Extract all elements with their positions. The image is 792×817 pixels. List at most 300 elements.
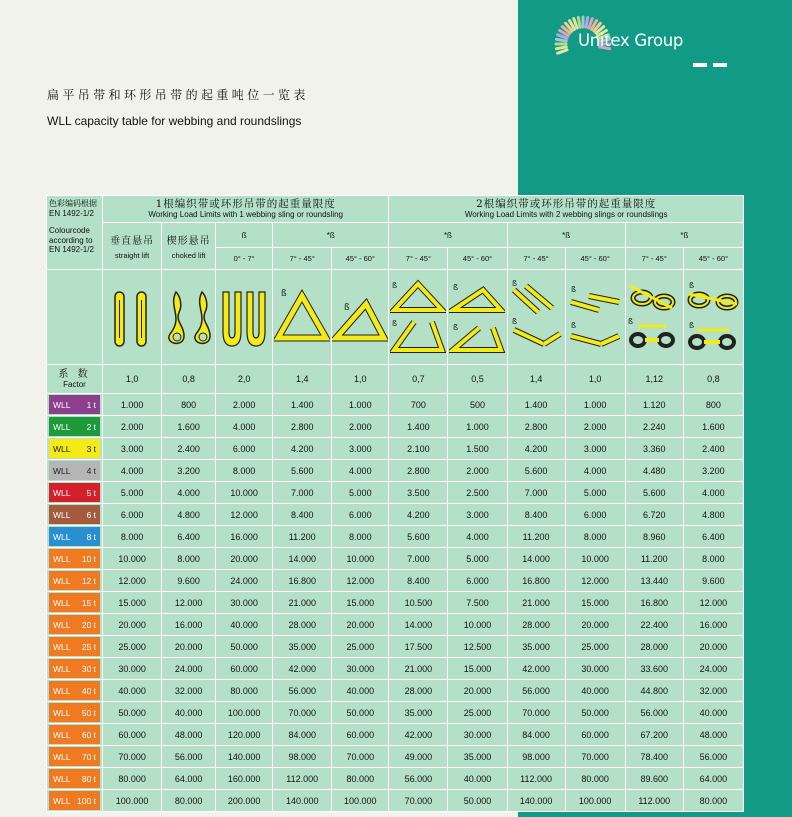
wll-value-cell: 35.000	[273, 636, 332, 658]
choked-lift-header	[162, 223, 216, 270]
wll-colour-swatch	[49, 439, 100, 458]
wll-row	[47, 680, 744, 702]
wll-row	[47, 548, 744, 570]
wll-label: WLL	[53, 421, 71, 432]
wll-value-cell: 25.000	[448, 702, 507, 724]
wll-row	[47, 724, 744, 746]
wll-value-cell: 140.000	[216, 746, 273, 768]
wll-value-cell: 7.500	[448, 592, 507, 614]
wll-colour-swatch	[49, 659, 100, 678]
wll-colour-cell	[47, 460, 103, 482]
wll-label: WLL	[53, 685, 71, 696]
wll-row	[47, 570, 744, 592]
two-leg-sling-icon	[508, 278, 564, 356]
wll-value-cell: 56.000	[273, 680, 332, 702]
wll-value-cell: 70.000	[565, 746, 625, 768]
straight-lift-illustration	[103, 270, 162, 365]
wll-label: WLL	[53, 531, 71, 542]
group2-en: Working Load Limits with 2 webbing slings or roundslings	[464, 210, 668, 219]
two-sling-basket-illustration-1	[389, 270, 448, 365]
wll-value-cell: 89.600	[625, 768, 683, 790]
wll-value-cell: 60.000	[103, 724, 162, 746]
factor-value: 2,0	[216, 365, 273, 394]
angle-header: 7° - 45°	[389, 248, 448, 270]
logo-ray	[558, 50, 567, 53]
choked-lift-icon	[164, 282, 214, 352]
factor-value: 1,0	[103, 365, 162, 394]
wll-value-cell: 140.000	[507, 790, 565, 812]
factor-value: 1,4	[273, 365, 332, 394]
straight-en: straight lift	[114, 251, 150, 260]
wll-value-cell: 80.000	[683, 790, 743, 812]
wll-value-cell: 160.000	[216, 768, 273, 790]
wll-row	[47, 636, 744, 658]
wll-value-cell: 30.000	[448, 724, 507, 746]
wll-value-cell: 6.000	[332, 504, 389, 526]
wll-value-cell: 28.000	[389, 680, 448, 702]
wll-value-cell: 8.400	[507, 504, 565, 526]
wll-value-cell: 2.500	[448, 482, 507, 504]
angle-header: 0° - 7°	[216, 248, 273, 270]
wll-colour-cell	[47, 724, 103, 746]
wll-colour-cell	[47, 790, 103, 812]
wll-value-cell: 40.000	[162, 702, 216, 724]
wll-value-cell: 80.000	[216, 680, 273, 702]
page-title-chinese: 扁平吊带和环形吊带的起重吨位一览表	[47, 88, 309, 102]
wll-value-cell: 9.600	[683, 570, 743, 592]
wll-value-cell: 6.000	[216, 438, 273, 460]
wll-capacity: 3 t	[86, 443, 97, 454]
wll-value-cell: 100.000	[216, 702, 273, 724]
wll-value-cell: 56.000	[683, 746, 743, 768]
wll-value-cell: 70.000	[389, 790, 448, 812]
wll-value-cell: 24.000	[683, 658, 743, 680]
wll-value-cell: 10.000	[216, 482, 273, 504]
wll-value-cell: 2.400	[683, 438, 743, 460]
wll-value-cell: 3.000	[565, 438, 625, 460]
wll-capacity: 1 t	[86, 399, 97, 410]
wll-label: WLL	[53, 751, 71, 762]
wll-value-cell: 200.000	[216, 790, 273, 812]
beta-mark: ß	[453, 283, 459, 292]
wll-value-cell: 15.000	[332, 592, 389, 614]
wll-row	[47, 768, 744, 790]
wll-value-cell: 35.000	[507, 636, 565, 658]
wll-value-cell: 40.000	[683, 702, 743, 724]
header-row-groups	[47, 196, 744, 223]
logo-ray	[556, 39, 566, 41]
group2-cn: 2根编织带或环形吊带的起重量限度	[476, 198, 657, 210]
wll-value-cell: 6.720	[625, 504, 683, 526]
wll-colour-swatch	[49, 637, 100, 656]
wll-capacity: 20 t	[81, 619, 97, 630]
wll-colour-swatch	[49, 747, 100, 766]
wll-value-cell: 15.000	[565, 592, 625, 614]
beta-star-header: *ß	[273, 223, 389, 248]
factor-row	[47, 365, 744, 394]
wll-value-cell: 50.000	[103, 702, 162, 724]
wll-colour-swatch	[49, 791, 100, 810]
wll-value-cell: 7.000	[507, 482, 565, 504]
beta-mark: ß	[344, 303, 350, 313]
wll-value-cell: 50.000	[332, 702, 389, 724]
wll-value-cell: 16.000	[162, 614, 216, 636]
group1-cn: 1根编织带或环形吊带的起重量限度	[155, 198, 336, 210]
beta-mark: ß	[571, 321, 577, 330]
wll-value-cell: 20.000	[683, 636, 743, 658]
colour-header-en: Colourcode according to EN 1492-1/2	[49, 226, 94, 254]
two-sling-basket-illustration-2	[448, 270, 507, 365]
group-single-sling-header	[103, 196, 389, 223]
wll-value-cell: 28.000	[625, 636, 683, 658]
wll-value-cell: 49.000	[389, 746, 448, 768]
wll-row	[47, 504, 744, 526]
wll-capacity: 70 t	[81, 751, 97, 762]
wll-colour-swatch	[49, 725, 100, 744]
wll-value-cell: 21.000	[507, 592, 565, 614]
wll-value-cell: 6.000	[565, 504, 625, 526]
wll-value-cell: 112.000	[507, 768, 565, 790]
wll-colour-cell	[47, 768, 103, 790]
wll-row	[47, 460, 744, 482]
wll-value-cell: 80.000	[103, 768, 162, 790]
wll-value-cell: 5.000	[332, 482, 389, 504]
wll-value-cell: 20.000	[332, 614, 389, 636]
wll-value-cell: 112.000	[273, 768, 332, 790]
wll-colour-swatch	[49, 505, 100, 524]
wll-value-cell: 25.000	[565, 636, 625, 658]
choked-sling-pair-icon	[685, 278, 741, 356]
wll-colour-swatch	[49, 527, 100, 546]
beta-mark: ß	[571, 285, 577, 294]
wll-colour-cell	[47, 438, 103, 460]
choked-lift-illustration	[162, 270, 216, 365]
wll-value-cell: 70.000	[507, 702, 565, 724]
wll-colour-cell	[47, 592, 103, 614]
wll-value-cell: 24.000	[162, 658, 216, 680]
wll-value-cell: 100.000	[332, 790, 389, 812]
wll-value-cell: 4.000	[565, 460, 625, 482]
wll-value-cell: 1.600	[683, 416, 743, 438]
wll-value-cell: 3.000	[448, 504, 507, 526]
wll-colour-cell	[47, 680, 103, 702]
wll-value-cell: 500	[448, 394, 507, 416]
wll-value-cell: 10.500	[389, 592, 448, 614]
wll-value-cell: 40.000	[216, 614, 273, 636]
beta-mark: ß	[628, 317, 634, 326]
wll-value-cell: 4.000	[103, 460, 162, 482]
wll-value-cell: 8.000	[332, 526, 389, 548]
two-sling-choked-illustration-2	[683, 270, 743, 365]
wll-value-cell: 2.000	[216, 394, 273, 416]
wll-value-cell: 20.000	[162, 636, 216, 658]
wll-value-cell: 112.000	[625, 790, 683, 812]
wll-value-cell: 22.400	[625, 614, 683, 636]
page-title-english: WLL capacity table for webbing and roundslings	[47, 114, 302, 128]
wll-colour-swatch	[49, 395, 100, 414]
wll-colour-cell	[47, 416, 103, 438]
wll-value-cell: 84.000	[507, 724, 565, 746]
logo-ray	[586, 17, 588, 27]
wll-value-cell: 50.000	[216, 636, 273, 658]
wll-label: WLL	[53, 619, 71, 630]
wll-value-cell: 8.000	[216, 460, 273, 482]
wll-value-cell: 100.000	[565, 790, 625, 812]
wll-value-cell: 21.000	[273, 592, 332, 614]
wll-value-cell: 16.000	[683, 614, 743, 636]
wll-value-cell: 5.600	[625, 482, 683, 504]
wll-value-cell: 15.000	[448, 658, 507, 680]
wll-value-cell: 28.000	[507, 614, 565, 636]
factor-label	[47, 365, 103, 394]
factor-label-cn: 系 数	[58, 369, 91, 380]
wll-value-cell: 3.200	[683, 460, 743, 482]
wll-value-cell: 2.800	[389, 460, 448, 482]
factor-value: 0,8	[162, 365, 216, 394]
wll-value-cell: 1.400	[273, 394, 332, 416]
angle-header: 7° - 45°	[625, 248, 683, 270]
wll-value-cell: 2.000	[565, 416, 625, 438]
wll-colour-swatch	[49, 461, 100, 480]
wll-value-cell: 1.000	[103, 394, 162, 416]
wll-value-cell: 700	[389, 394, 448, 416]
wll-value-cell: 70.000	[332, 746, 389, 768]
wll-colour-swatch	[49, 681, 100, 700]
wll-value-cell: 100.000	[103, 790, 162, 812]
wll-value-cell: 6.400	[162, 526, 216, 548]
wll-colour-cell	[47, 702, 103, 724]
wll-capacity: 60 t	[81, 729, 97, 740]
wll-value-cell: 1.120	[625, 394, 683, 416]
wll-colour-cell	[47, 482, 103, 504]
wll-value-cell: 56.000	[625, 702, 683, 724]
wll-value-cell: 3.200	[162, 460, 216, 482]
logo-ray	[556, 47, 566, 49]
illustration-row	[47, 270, 744, 365]
wll-value-cell: 80.000	[565, 768, 625, 790]
wll-value-cell: 40.000	[565, 680, 625, 702]
wll-value-cell: 7.000	[273, 482, 332, 504]
wll-value-cell: 48.000	[162, 724, 216, 746]
wll-value-cell: 5.000	[103, 482, 162, 504]
wll-label: WLL	[53, 707, 71, 718]
two-sling-choked-illustration-1	[625, 270, 683, 365]
wll-label: WLL	[53, 773, 71, 784]
wll-value-cell: 1.400	[389, 416, 448, 438]
wll-label: WLL	[53, 641, 71, 652]
wll-value-cell: 11.200	[625, 548, 683, 570]
wll-value-cell: 14.000	[507, 548, 565, 570]
illustration-spacer	[47, 270, 103, 365]
choked-sling-pair-icon	[626, 278, 682, 356]
angle-header: 7° - 45°	[507, 248, 565, 270]
wll-value-cell: 64.000	[683, 768, 743, 790]
wll-value-cell: 80.000	[162, 790, 216, 812]
wll-value-cell: 20.000	[565, 614, 625, 636]
wll-value-cell: 42.000	[273, 658, 332, 680]
wll-value-cell: 5.600	[389, 526, 448, 548]
wll-colour-cell	[47, 636, 103, 658]
group1-en: Working Load Limits with 1 webbing sling or roundsling	[148, 210, 343, 219]
header-row-beta	[47, 223, 744, 248]
beta-mark: ß	[512, 317, 518, 326]
wll-colour-cell	[47, 570, 103, 592]
wll-label: WLL	[53, 443, 71, 454]
wll-row	[47, 658, 744, 680]
beta-mark: ß	[392, 319, 398, 328]
wll-value-cell: 2.400	[162, 438, 216, 460]
wll-value-cell: 8.400	[273, 504, 332, 526]
factor-value: 1,4	[507, 365, 565, 394]
wll-value-cell: 4.200	[389, 504, 448, 526]
wll-value-cell: 60.000	[565, 724, 625, 746]
wll-value-cell: 4.000	[448, 526, 507, 548]
wll-value-cell: 3.360	[625, 438, 683, 460]
wll-value-cell: 56.000	[507, 680, 565, 702]
wll-colour-cell	[47, 526, 103, 548]
wll-capacity: 8 t	[86, 531, 97, 542]
wll-value-cell: 14.000	[389, 614, 448, 636]
wll-capacity: 50 t	[81, 707, 97, 718]
wll-label: WLL	[53, 729, 71, 740]
colour-header-standard: EN 1492-1/2	[49, 208, 94, 218]
basket-lift-icon	[219, 282, 269, 352]
wll-capacity: 6 t	[86, 509, 97, 520]
wll-value-cell: 40.000	[332, 680, 389, 702]
wll-value-cell: 12.000	[683, 592, 743, 614]
wll-value-cell: 2.100	[389, 438, 448, 460]
wll-value-cell: 140.000	[273, 790, 332, 812]
wll-colour-swatch	[49, 615, 100, 634]
wll-colour-swatch	[49, 593, 100, 612]
beta-header: ß	[216, 223, 273, 248]
wll-label: WLL	[53, 795, 71, 806]
wll-value-cell: 21.000	[389, 658, 448, 680]
wll-value-cell: 1.000	[332, 394, 389, 416]
basket-angle-illustration-1	[273, 270, 332, 365]
wll-row	[47, 438, 744, 460]
wll-row	[47, 614, 744, 636]
wll-value-cell: 30.000	[103, 658, 162, 680]
wll-capacity: 80 t	[81, 773, 97, 784]
wll-value-cell: 4.200	[273, 438, 332, 460]
factor-value: 0,8	[683, 365, 743, 394]
wll-value-cell: 10.000	[565, 548, 625, 570]
wll-value-cell: 5.600	[507, 460, 565, 482]
wll-value-cell: 35.000	[448, 746, 507, 768]
straight-lift-header	[103, 223, 162, 270]
wll-value-cell: 8.000	[103, 526, 162, 548]
wll-value-cell: 28.000	[273, 614, 332, 636]
wll-value-cell: 5.000	[448, 548, 507, 570]
wll-value-cell: 50.000	[565, 702, 625, 724]
wll-value-cell: 84.000	[273, 724, 332, 746]
wll-capacity: 10 t	[81, 553, 97, 564]
wll-value-cell: 2.000	[448, 460, 507, 482]
wll-value-cell: 42.000	[389, 724, 448, 746]
wll-colour-cell	[47, 548, 103, 570]
wll-value-cell: 9.600	[162, 570, 216, 592]
wll-value-cell: 3.000	[103, 438, 162, 460]
wll-capacity: 12 t	[81, 575, 97, 586]
wll-value-cell: 4.800	[683, 504, 743, 526]
wll-value-cell: 15.000	[103, 592, 162, 614]
straight-lift-icon	[107, 282, 157, 352]
wll-value-cell: 30.000	[216, 592, 273, 614]
basket-lift-illustration	[216, 270, 273, 365]
wll-value-cell: 70.000	[273, 702, 332, 724]
wll-label: WLL	[53, 509, 71, 520]
wll-value-cell: 12.000	[162, 592, 216, 614]
wll-value-cell: 8.400	[389, 570, 448, 592]
wll-value-cell: 42.000	[507, 658, 565, 680]
wll-value-cell: 80.000	[332, 768, 389, 790]
wll-row	[47, 526, 744, 548]
wll-value-cell: 17.500	[389, 636, 448, 658]
wll-value-cell: 24.000	[216, 570, 273, 592]
wll-capacity: 5 t	[86, 487, 97, 498]
wll-label: WLL	[53, 597, 71, 608]
wll-value-cell: 20.000	[216, 548, 273, 570]
wll-value-cell: 4.000	[162, 482, 216, 504]
wll-label: WLL	[53, 399, 71, 410]
factor-value: 0,5	[448, 365, 507, 394]
beta-mark: ß	[689, 281, 695, 290]
wll-value-cell: 16.800	[273, 570, 332, 592]
wll-label: WLL	[53, 663, 71, 674]
wll-value-cell: 30.000	[332, 658, 389, 680]
wll-value-cell: 11.200	[273, 526, 332, 548]
wll-value-cell: 2.800	[273, 416, 332, 438]
wll-colour-swatch	[49, 417, 100, 436]
wll-value-cell: 12.500	[448, 636, 507, 658]
wll-value-cell: 40.000	[448, 768, 507, 790]
wll-value-cell: 25.000	[103, 636, 162, 658]
triangle-sling-icon	[332, 282, 388, 352]
colour-code-header	[47, 196, 103, 270]
colour-header-cn: 色彩编码根据	[49, 199, 97, 208]
triangle-sling-icon	[274, 282, 330, 352]
wll-value-cell: 50.000	[448, 790, 507, 812]
wll-value-cell: 800	[683, 394, 743, 416]
wll-capacity: 40 t	[81, 685, 97, 696]
choked-en: choked lift	[171, 251, 206, 260]
wll-value-cell: 44.800	[625, 680, 683, 702]
wll-capacity: 4 t	[86, 465, 97, 476]
wll-value-cell: 4.000	[332, 460, 389, 482]
wll-value-cell: 3.500	[389, 482, 448, 504]
wll-row	[47, 790, 744, 812]
two-leg-sling-icon	[567, 278, 623, 356]
two-sling-straight-illustration-2	[565, 270, 625, 365]
wll-capacity: 30 t	[81, 663, 97, 674]
wll-value-cell: 11.200	[507, 526, 565, 548]
wll-colour-cell	[47, 504, 103, 526]
wll-value-cell: 3.000	[332, 438, 389, 460]
wll-value-cell: 8.960	[625, 526, 683, 548]
wll-colour-cell	[47, 394, 103, 416]
wll-capacity: 15 t	[81, 597, 97, 608]
wll-value-cell: 13.440	[625, 570, 683, 592]
wll-value-cell: 48.000	[683, 724, 743, 746]
choked-cn: 楔形悬吊	[166, 236, 211, 247]
beta-mark: ß	[453, 323, 459, 332]
angle-header: 45° - 60°	[565, 248, 625, 270]
wll-value-cell: 8.000	[683, 548, 743, 570]
beta-mark: ß	[392, 281, 398, 290]
wll-value-cell: 1.600	[162, 416, 216, 438]
angle-header: 45° - 60°	[332, 248, 389, 270]
